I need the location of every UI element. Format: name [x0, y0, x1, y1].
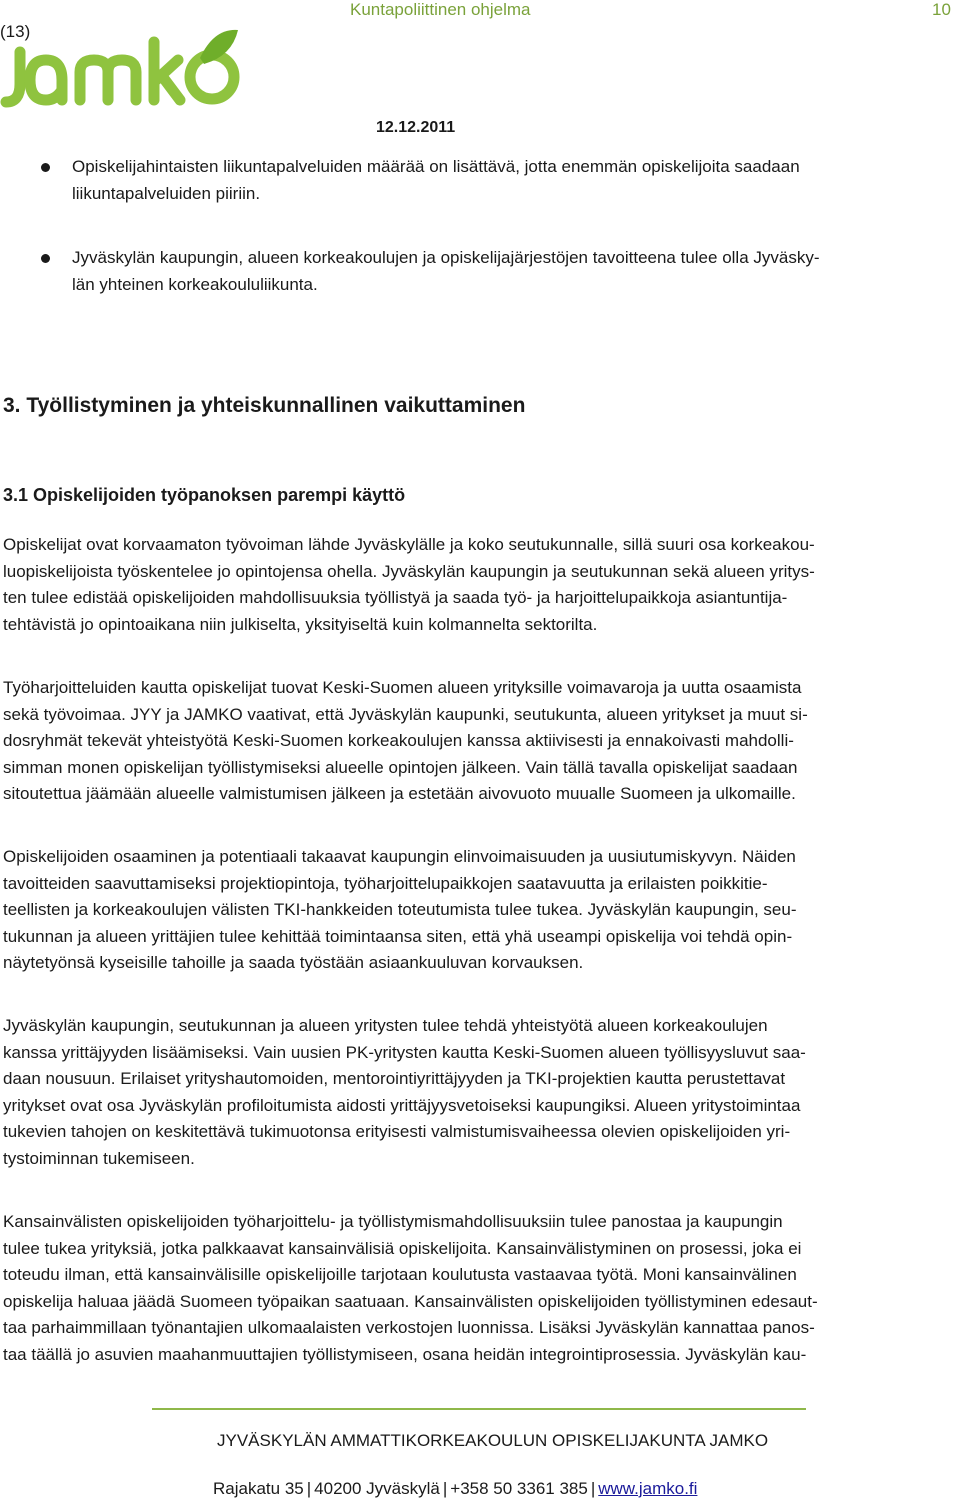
text-line: liikuntapalveluiden piiriin.: [72, 183, 261, 203]
text-line: tukunnan ja alueen yrittäjien tulee kehittää toimintaansa siten, että yhä useampi opiskelija voi tehdä opin-: [3, 926, 793, 946]
text-line: yritykset ovat osa Jyväskylän profiloitumista aidosti yrittäjyysvetoiseksi kaupungiksi. Alueen yritystoimintaa: [3, 1095, 801, 1115]
footer-organization: JYVÄSKYLÄN AMMATTIKORKEAKOULUN OPISKELIJAKUNTA JAMKO: [217, 1431, 769, 1450]
text-line: tulee tukea yrityksiä, jotka palkkaavat kansainvälisiä opiskelijoita. Kansainvälistyminen on prosessi, joka ei: [3, 1238, 802, 1258]
footer-phone: +358 50 3361 385: [450, 1479, 588, 1498]
subsection-heading: 3.1 Opiskelijoiden työpanoksen parempi käyttö: [3, 485, 406, 505]
text-line: taa parhaimmillaan työnantajien ulkomaalaisten verkostojen luonnissa. Lisäksi Jyväskylän kannattaa panos-: [3, 1318, 815, 1338]
text-line: Jyväskylän kaupungin, alueen korkeakoulujen ja opiskelijajärjestöjen tavoitteena tulee olla Jyväsky-: [72, 248, 820, 267]
text-line: Työharjoitteluiden kautta opiskelijat tuovat Keski-Suomen alueen yrityksille voimavaroja ja uutta osaamista: [3, 678, 802, 697]
text-line: sitoutettua jäämään alueelle valmistumisen jälkeen ja estetään aivovuoto muualle Suomeen ja ulkomaille.: [3, 784, 796, 804]
text-line: luopiskelijoista työskentelee jo opintojensa ohella. Jyväskylän kaupungin ja seutukunnan sekä alueen yritys-: [3, 561, 815, 581]
footer-postal: 40200 Jyväskylä: [314, 1479, 440, 1498]
text-line: dosryhmät tekevät yhteistyötä Keski-Suomen korkeakoulujen kanssa aktiivisesti ja ennakoivasti mahdolli-: [3, 731, 794, 751]
text-line: Opiskelijoiden osaaminen ja potentiaali takaavat kaupungin elinvoimaisuuden ja uusiutumiskyvyn. Näiden: [3, 847, 796, 866]
footer-address: Rajakatu 35: [213, 1479, 304, 1498]
text-line: sekä työvoimaa. JYY ja JAMKO vaativat, että Jyväskylän kaupunki, seutukunta, alueen yritykset ja muut si-: [3, 704, 808, 724]
text-line: Opiskelijahintaisten liikuntapalveluiden määrää on lisättävä, jotta enemmän opiskelijoita saadaan: [72, 157, 800, 176]
text-line: kanssa yrittäjyyden lisäämiseksi. Vain uusien PK-yritysten kautta Keski-Suomen alueen työllisyysluvut saa-: [3, 1042, 806, 1062]
text-line: daan nousuun. Erilaiset yrityshautomoiden, mentorointiyrittäjyyden ja TKI-projektien kautta perustettavat: [3, 1069, 786, 1089]
paragraph: [3, 1209, 959, 1369]
text-line: ten tulee edistää opiskelijoiden mahdollisuuksia työllistyä ja saada työ- ja harjoittelupaikkoja asiantuntija-: [3, 588, 788, 608]
text-line: näytetyönsä kyseisille tahoille ja saada työstään asiaankuuluvan korvauksen.: [3, 953, 584, 973]
paragraph: [3, 844, 959, 977]
bullet-item: [72, 154, 800, 207]
footer-divider: [152, 1408, 806, 1410]
footer-contact: Rajakatu 35 | 40200 Jyväskylä | +358 50 3361 385 | www.jamko.fi: [213, 1479, 698, 1498]
jamko-logo: [0, 22, 240, 122]
text-line: tavoitteiden saavuttamiseksi projektiopintoja, työharjoittelupaikkojen saatavuutta ja erilaisten poikkitie-: [3, 873, 768, 893]
page-number: 10: [932, 0, 951, 19]
paragraph: [3, 1013, 959, 1173]
text-line: tystoiminnan tukemiseen.: [3, 1148, 195, 1168]
footer-website-link[interactable]: www.jamko.fi: [598, 1479, 698, 1498]
section-heading: 3. Työllistyminen ja yhteiskunnallinen vaikuttaminen: [3, 394, 526, 417]
text-line: simman monen opiskelijan työllistymiseksi alueelle opintojen jälkeen. Vain tällä tavalla opiskelijat saadaan: [3, 757, 798, 777]
bullet-dot: [41, 254, 50, 263]
text-line: teellisten ja korkeakoulujen välisten TKI-hankkeiden toteutumista tulee tukea. Jyväskylän kaupungin, seu-: [3, 900, 797, 920]
running-header-title: Kuntapoliittinen ohjelma: [350, 0, 531, 19]
page-count: (13): [0, 22, 31, 41]
document-date: 12.12.2011: [376, 119, 456, 136]
text-line: tehtävistä jo opintoaikana niin julkiselta, yksityiseltä kuin kolmannelta sektorilta.: [3, 614, 598, 634]
text-line: Jyväskylän kaupungin, seutukunnan ja alueen yritysten tulee tehdä yhteistyötä alueen korkeakoulujen: [3, 1016, 768, 1035]
text-line: län yhteinen korkeakoululiikunta.: [72, 274, 318, 294]
bullet-item: [72, 245, 820, 298]
text-line: toteudu ilman, että kansainvälisille opiskelijoille tarjotaan koulutusta vastaavaa työtä. Moni kansainvälinen: [3, 1265, 797, 1285]
text-line: Opiskelijat ovat korvaamaton työvoiman lähde Jyväskylälle ja koko seutukunnalle, sillä suuri osa korkeakou-: [3, 535, 815, 554]
bullet-dot: [41, 163, 50, 172]
text-line: tukevien tahojen on keskitettävä tukimuotonsa erityisesti valmistumisvaiheessa olevien opiskelijoiden yri-: [3, 1122, 791, 1142]
text-line: taa täällä jo asuvien maahanmuuttajien työllistymiseen, osana heidän integrointiprosessia. Jyväskylän kau-: [3, 1344, 807, 1364]
paragraph: [3, 532, 959, 638]
paragraph: [3, 675, 959, 808]
text-line: Kansainvälisten opiskelijoiden työharjoittelu- ja työllistymismahdollisuuksiin tulee panostaa ja kaupungin: [3, 1212, 783, 1231]
text-line: opiskelija haluaa jäädä Suomeen työpaikan saatuaan. Kansainvälisten opiskelijoiden työllistyminen edesaut-: [3, 1291, 818, 1311]
